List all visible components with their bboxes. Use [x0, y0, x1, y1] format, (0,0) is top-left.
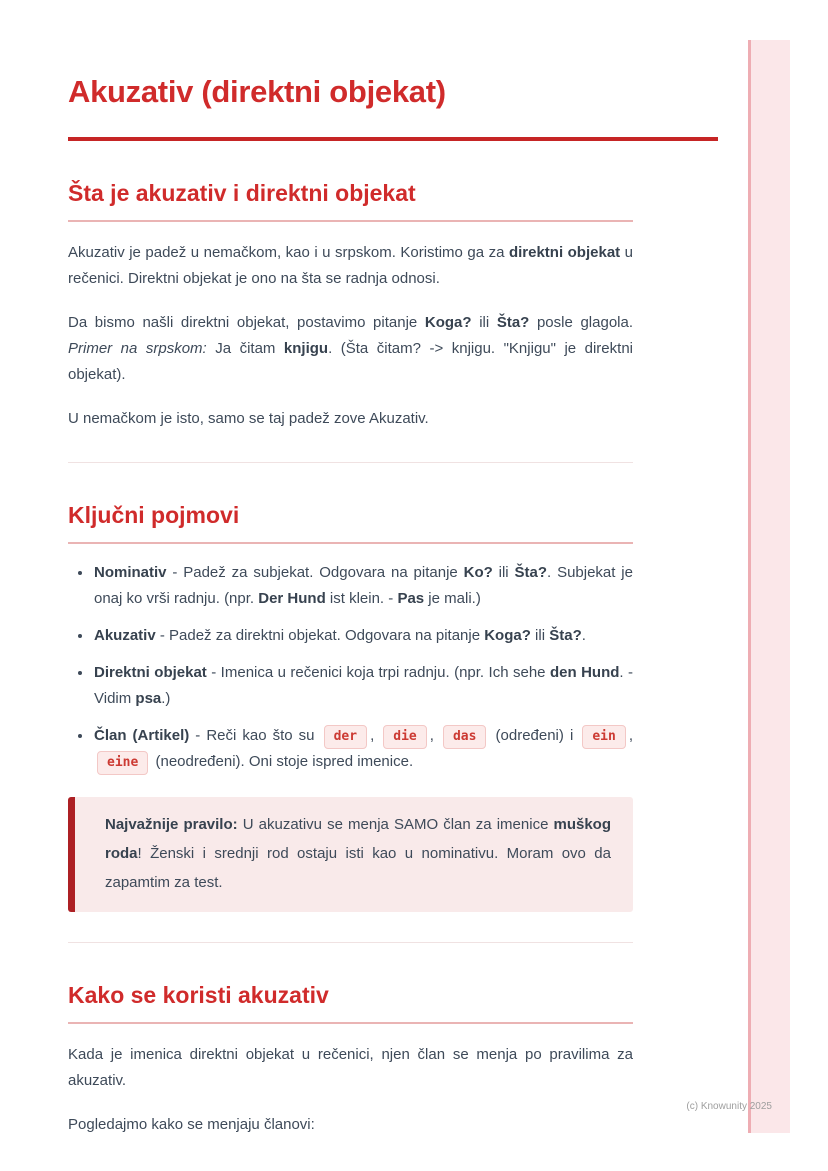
title-rule: [68, 137, 718, 141]
page-title: Akuzativ (direktni objekat): [68, 74, 446, 109]
heading-rule: [68, 220, 633, 222]
article-code-chip: das: [443, 725, 486, 749]
article-code-chip: eine: [97, 751, 148, 775]
callout-important-rule: [68, 797, 633, 912]
paragraph: Da bismo našli direktni objekat, postavimo pitanje Koga? ili Šta? posle glagola. Primer na srpskom: Ja čitam knjigu. (Šta čitam? -> knjigu. "Knjigu" je direktni objekat).: [68, 314, 633, 383]
bullet-list: [68, 560, 633, 775]
paragraph: Pogledajmo kako se menjaju članovi:: [68, 1116, 315, 1133]
section-divider: [68, 942, 633, 943]
document-page: [68, 0, 633, 1138]
section-heading: Ključni pojmovi: [68, 502, 240, 528]
heading-rule: [68, 1022, 633, 1024]
section-divider: [68, 462, 633, 463]
list-item: Nominativ - Padež za subjekat. Odgovara na pitanje Ko? ili Šta?. Subjekat je onaj ko vrši radnju. (npr. Der Hund ist klein. - Pas je mali.): [76, 560, 633, 612]
list-item: Direktni objekat - Imenica u rečenici koja trpi radnju. (npr. Ich sehe den Hund. - Vidim psa.): [76, 660, 633, 712]
section-what-is-akuzativ: [68, 179, 633, 432]
paragraph: U nemačkom je isto, samo se taj padež zove Akuzativ.: [68, 410, 429, 427]
article-code-chip: die: [383, 725, 426, 749]
section-usage: [68, 981, 633, 1138]
heading-rule: [68, 542, 633, 544]
paragraph: Kada je imenica direktni objekat u rečenici, njen član se menja po pravilima za akuzativ.: [68, 1046, 633, 1089]
callout-text: Najvažnije pravilo: U akuzativu se menja SAMO član za imenice muškog roda! Ženski i srednji rod ostaju isti kao u nominativu. Moram ovo da zapamtim za test.: [105, 816, 612, 891]
section-key-terms: [68, 501, 633, 912]
section-heading: Šta je akuzativ i direktni objekat: [68, 180, 416, 206]
list-item: Akuzativ - Padež za direktni objekat. Odgovara na pitanje Koga? ili Šta?.: [76, 623, 633, 649]
article-code-chip: der: [324, 725, 367, 749]
list-item: Član (Artikel) - Reči kao što su der , die , das (određeni) i ein , eine (neodređeni). Oni stoje ispred imenice.: [76, 723, 633, 775]
paragraph: Akuzativ je padež u nemačkom, kao i u srpskom. Koristimo ga za direktni objekat u rečenici. Direktni objekat je ono na šta se radnja odnosi.: [68, 244, 634, 287]
footer-credit: (c) Knowunity 2025: [686, 1101, 772, 1112]
article-code-chip: ein: [582, 725, 625, 749]
section-heading: Kako se koristi akuzativ: [68, 982, 329, 1008]
side-strip: [748, 40, 790, 1133]
